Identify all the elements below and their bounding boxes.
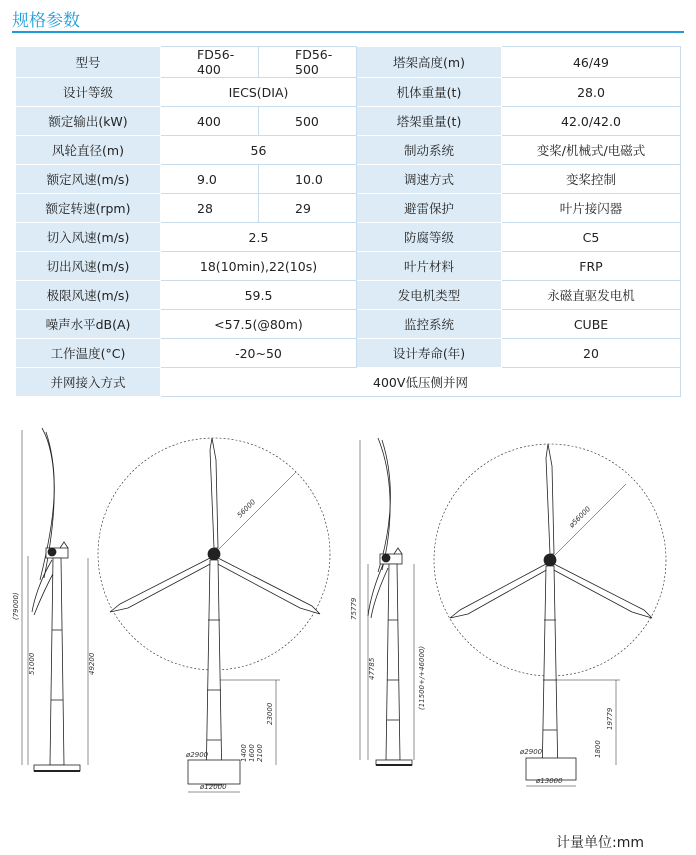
dim-left-d1: 1400 xyxy=(240,744,248,762)
spec-label: 噪声水平dB(A) xyxy=(16,310,161,339)
spec-row xyxy=(16,136,681,165)
dim-right-d1: 1800 xyxy=(594,740,602,758)
spec-value: 18(10min),22(10s) xyxy=(161,252,357,281)
spec-row xyxy=(16,107,681,136)
spec-value: C5 xyxy=(502,223,681,252)
spec-value-400: FD56-400 xyxy=(161,47,259,78)
spec-label: 设计寿命(年) xyxy=(357,339,502,368)
dim-left-foundation: ø12000 xyxy=(200,783,227,791)
dim-left-hub: 49200 xyxy=(88,652,96,675)
spec-value: <57.5(@80m) xyxy=(161,310,357,339)
spec-value-400: 400 xyxy=(161,107,259,136)
spec-row xyxy=(16,194,681,223)
spec-value: 400V低压侧并网 xyxy=(161,368,681,397)
dim-right-base: ø2900 xyxy=(520,748,543,756)
spec-label: 塔架重量(t) xyxy=(357,107,502,136)
spec-value: 59.5 xyxy=(161,281,357,310)
spec-row xyxy=(16,78,681,107)
spec-label: 型号 xyxy=(16,47,161,78)
spec-label: 避雷保护 xyxy=(357,194,502,223)
spec-row xyxy=(16,47,681,78)
spec-label: 机体重量(t) xyxy=(357,78,502,107)
spec-value: 46/49 xyxy=(502,47,681,78)
spec-label: 制动系统 xyxy=(357,136,502,165)
left-side-view xyxy=(22,428,88,771)
spec-value-500: 10.0 xyxy=(259,165,357,194)
unit-label: 计量单位:mm xyxy=(556,835,644,851)
spec-value: 变桨/机械式/电磁式 xyxy=(502,136,681,165)
spec-label: 工作温度(°C) xyxy=(16,339,161,368)
spec-value-500: 500 xyxy=(259,107,357,136)
spec-label: 额定转速(rpm) xyxy=(16,194,161,223)
spec-label: 调速方式 xyxy=(357,165,502,194)
spec-value: 42.0/42.0 xyxy=(502,107,681,136)
spec-row xyxy=(16,339,681,368)
spec-table xyxy=(15,46,681,397)
spec-value: 56 xyxy=(161,136,357,165)
spec-label: 切入风速(m/s) xyxy=(16,223,161,252)
spec-row xyxy=(16,310,681,339)
spec-label: 极限风速(m/s) xyxy=(16,281,161,310)
spec-label: 防腐等级 xyxy=(357,223,502,252)
dim-left-base: ø2900 xyxy=(186,751,209,759)
turbine-drawing xyxy=(0,420,696,800)
spec-value: -20~50 xyxy=(161,339,357,368)
spec-value-500: FD56-500 xyxy=(259,47,357,78)
spec-label: 叶片材料 xyxy=(357,252,502,281)
spec-label: 风轮直径(m) xyxy=(16,136,161,165)
spec-value: IECS(DIA) xyxy=(161,78,357,107)
dim-left-d2: 1600 xyxy=(248,744,256,762)
dim-right-total: 75779 xyxy=(350,597,358,620)
dim-left-total: (79000) xyxy=(12,592,20,620)
spec-value-400: 9.0 xyxy=(161,165,259,194)
spec-value: CUBE xyxy=(502,310,681,339)
dim-left-d3: 2100 xyxy=(256,744,264,762)
spec-value: 叶片接闪器 xyxy=(502,194,681,223)
section-title: 规格参数 xyxy=(12,11,80,31)
spec-label: 切出风速(m/s) xyxy=(16,252,161,281)
spec-value: 20 xyxy=(502,339,681,368)
dim-left-tower: 51000 xyxy=(28,652,36,675)
spec-row xyxy=(16,281,681,310)
spec-value-500: 29 xyxy=(259,194,357,223)
spec-label: 设计等级 xyxy=(16,78,161,107)
spec-row xyxy=(16,223,681,252)
spec-row xyxy=(16,368,681,397)
left-front-view xyxy=(98,438,330,792)
spec-label: 监控系统 xyxy=(357,310,502,339)
spec-value: 2.5 xyxy=(161,223,357,252)
title-underline xyxy=(12,31,684,33)
right-side-view xyxy=(360,438,414,765)
spec-value-400: 28 xyxy=(161,194,259,223)
dim-left-h1: 23000 xyxy=(266,702,274,725)
spec-value: 变桨控制 xyxy=(502,165,681,194)
spec-value: 28.0 xyxy=(502,78,681,107)
right-front-view xyxy=(434,444,666,786)
spec-label: 并网接入方式 xyxy=(16,368,161,397)
dim-right-h1: 19779 xyxy=(606,707,614,730)
spec-label: 塔架高度(m) xyxy=(357,47,502,78)
spec-label: 额定输出(kW) xyxy=(16,107,161,136)
dim-left-dia: 56000 xyxy=(235,498,258,520)
dim-right-dia: ø56000 xyxy=(567,504,593,530)
spec-value: 永磁直驱发电机 xyxy=(502,281,681,310)
dim-right-tower: 47785 xyxy=(368,657,376,680)
spec-row xyxy=(16,252,681,281)
spec-label: 额定风速(m/s) xyxy=(16,165,161,194)
dim-right-foundation: ø13000 xyxy=(536,777,563,785)
spec-row xyxy=(16,165,681,194)
dim-right-hub: (11500+/+46000) xyxy=(418,645,426,710)
spec-label: 发电机类型 xyxy=(357,281,502,310)
spec-value: FRP xyxy=(502,252,681,281)
